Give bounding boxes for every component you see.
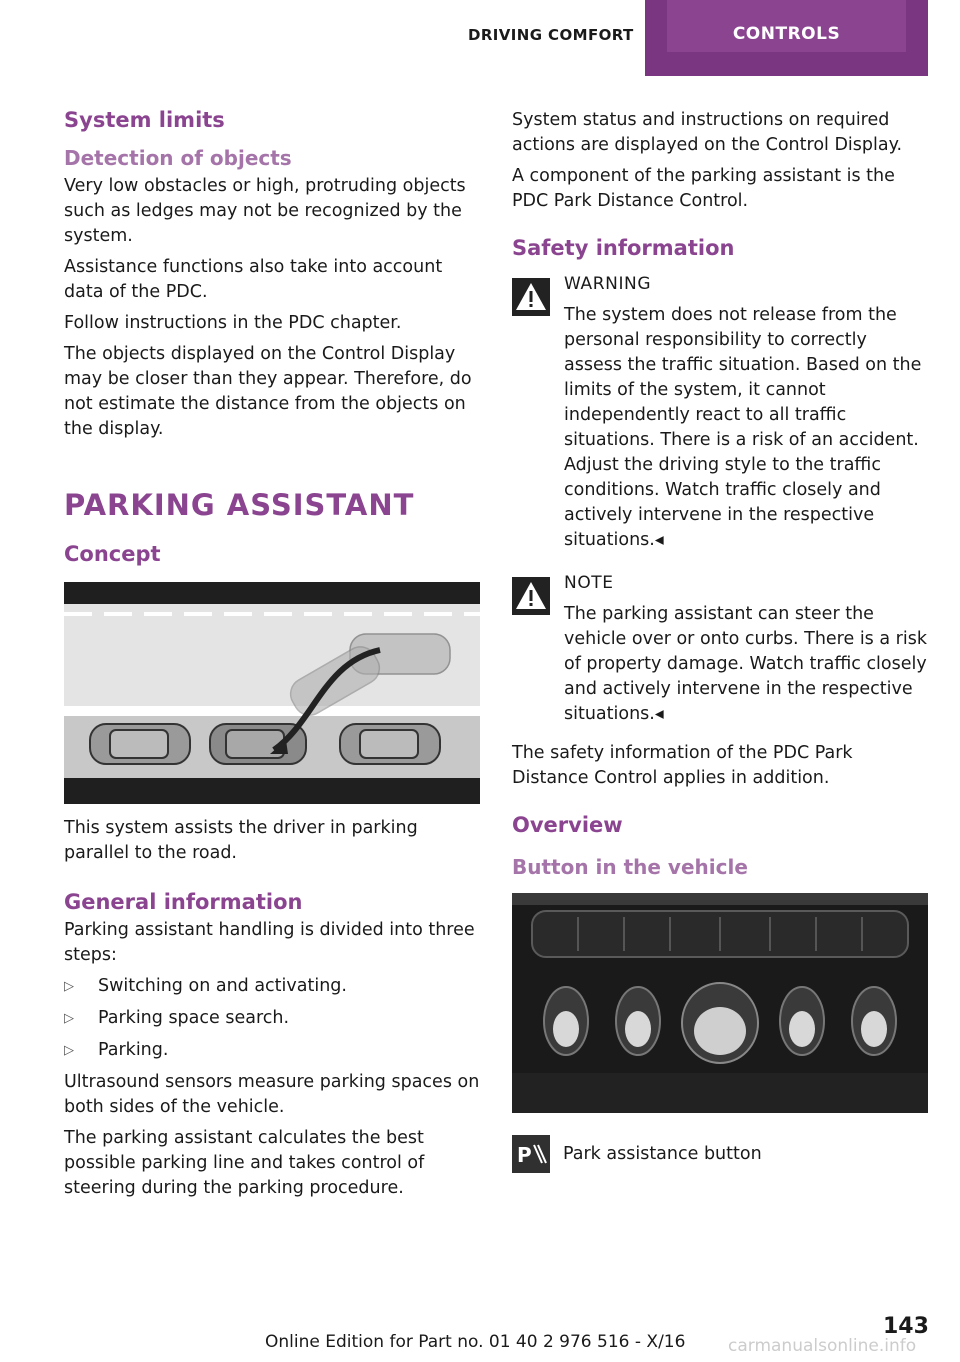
note-body: The parking assistant can steer the vehicle over or onto curbs. There is a risk of property damage. Watch traffic closely and actively intervene in the respective situations.◂ (564, 604, 927, 724)
header-chapter-tab (645, 0, 928, 76)
detection-heading: Detection of objects (64, 146, 292, 170)
button-photo (512, 893, 928, 1113)
right-column (512, 108, 930, 1173)
concept-heading: Concept (64, 542, 161, 566)
detection-paragraph-3: Follow instructions in the PDC chapter. (64, 313, 402, 333)
warning-title: WARNING (564, 274, 652, 294)
note-block (512, 571, 930, 727)
bullet-triangle-icon: ▷ (64, 1011, 74, 1026)
button-legend-label: Park assistance button (563, 1144, 762, 1164)
bullet-item: ▷ Switching on and activating. (64, 974, 482, 999)
warning-body: The system does not release from the personal responsibility to correctly assess the traffic situation. Based on the limits of the system, it cannot independently react to all traffic situations. There is a risk of an accident. Adjust the driving style to the traffic conditions. Watch traffic closely and actively intervene in the respective situations.◂ (564, 305, 922, 550)
note-triangle-icon (512, 577, 550, 615)
general-paragraph-1: Parking assistant handling is divided into three steps: (64, 920, 475, 965)
page-number: 143 (883, 1314, 929, 1339)
footer-edition: Online Edition for Part no. 01 40 2 976 516 - X/16 (265, 1332, 686, 1352)
warning-triangle-icon (512, 278, 550, 316)
note-title: NOTE (564, 573, 614, 593)
parked-car-left (90, 724, 190, 764)
parking-diagram (64, 582, 480, 804)
system-limits-heading: System limits (64, 108, 225, 132)
chapter-label: CONTROLS (667, 0, 906, 52)
bullet-triangle-icon: ▷ (64, 1043, 74, 1058)
component-paragraph: A component of the parking assistant is the PDC Park Distance Control. (512, 166, 895, 211)
general-paragraph-3: The parking assistant calculates the best possible parking line and takes control of steering during the parking procedure. (64, 1128, 425, 1198)
header-section: DRIVING COMFORT (468, 26, 634, 44)
concept-paragraph: This system assists the driver in parking parallel to the road. (64, 818, 418, 863)
detection-paragraph-2: Assistance functions also take into account data of the PDC. (64, 257, 443, 302)
left-column (64, 108, 482, 1207)
detection-paragraph-4: The objects displayed on the Control Display may be closer than they appear. Therefore, do not estimate the distance from the objects on the display. (64, 344, 472, 439)
safety-heading: Safety information (512, 236, 735, 260)
overview-heading: Overview (512, 813, 623, 837)
svg-text:P: P (517, 1143, 532, 1167)
parking-assistant-title: PARKING ASSISTANT (64, 488, 415, 522)
bullet-triangle-icon: ▷ (64, 979, 74, 994)
safety-pdc-paragraph: The safety information of the PDC Park Distance Control applies in addition. (512, 743, 853, 788)
parking-diagram-svg (64, 582, 480, 804)
detection-paragraph-1: Very low obstacles or high, protruding objects such as ledges may not be recognized by the system. (64, 176, 466, 246)
park-assist-button-icon (512, 1135, 550, 1173)
watermark: carmanualsonline.info (728, 1336, 917, 1356)
parked-car-right (340, 724, 440, 764)
button-photo-svg (512, 893, 928, 1113)
button-heading: Button in the vehicle (512, 855, 748, 879)
general-info-heading: General information (64, 890, 303, 914)
bullet-item: ▷ Parking space search. (64, 1006, 482, 1031)
status-paragraph: System status and instructions on required actions are displayed on the Control Display. (512, 110, 903, 155)
bullet-item: ▷ Parking. (64, 1038, 482, 1063)
button-legend (512, 1135, 930, 1173)
warning-block (512, 272, 930, 553)
general-paragraph-2: Ultrasound sensors measure parking spaces on both sides of the vehicle. (64, 1072, 480, 1117)
